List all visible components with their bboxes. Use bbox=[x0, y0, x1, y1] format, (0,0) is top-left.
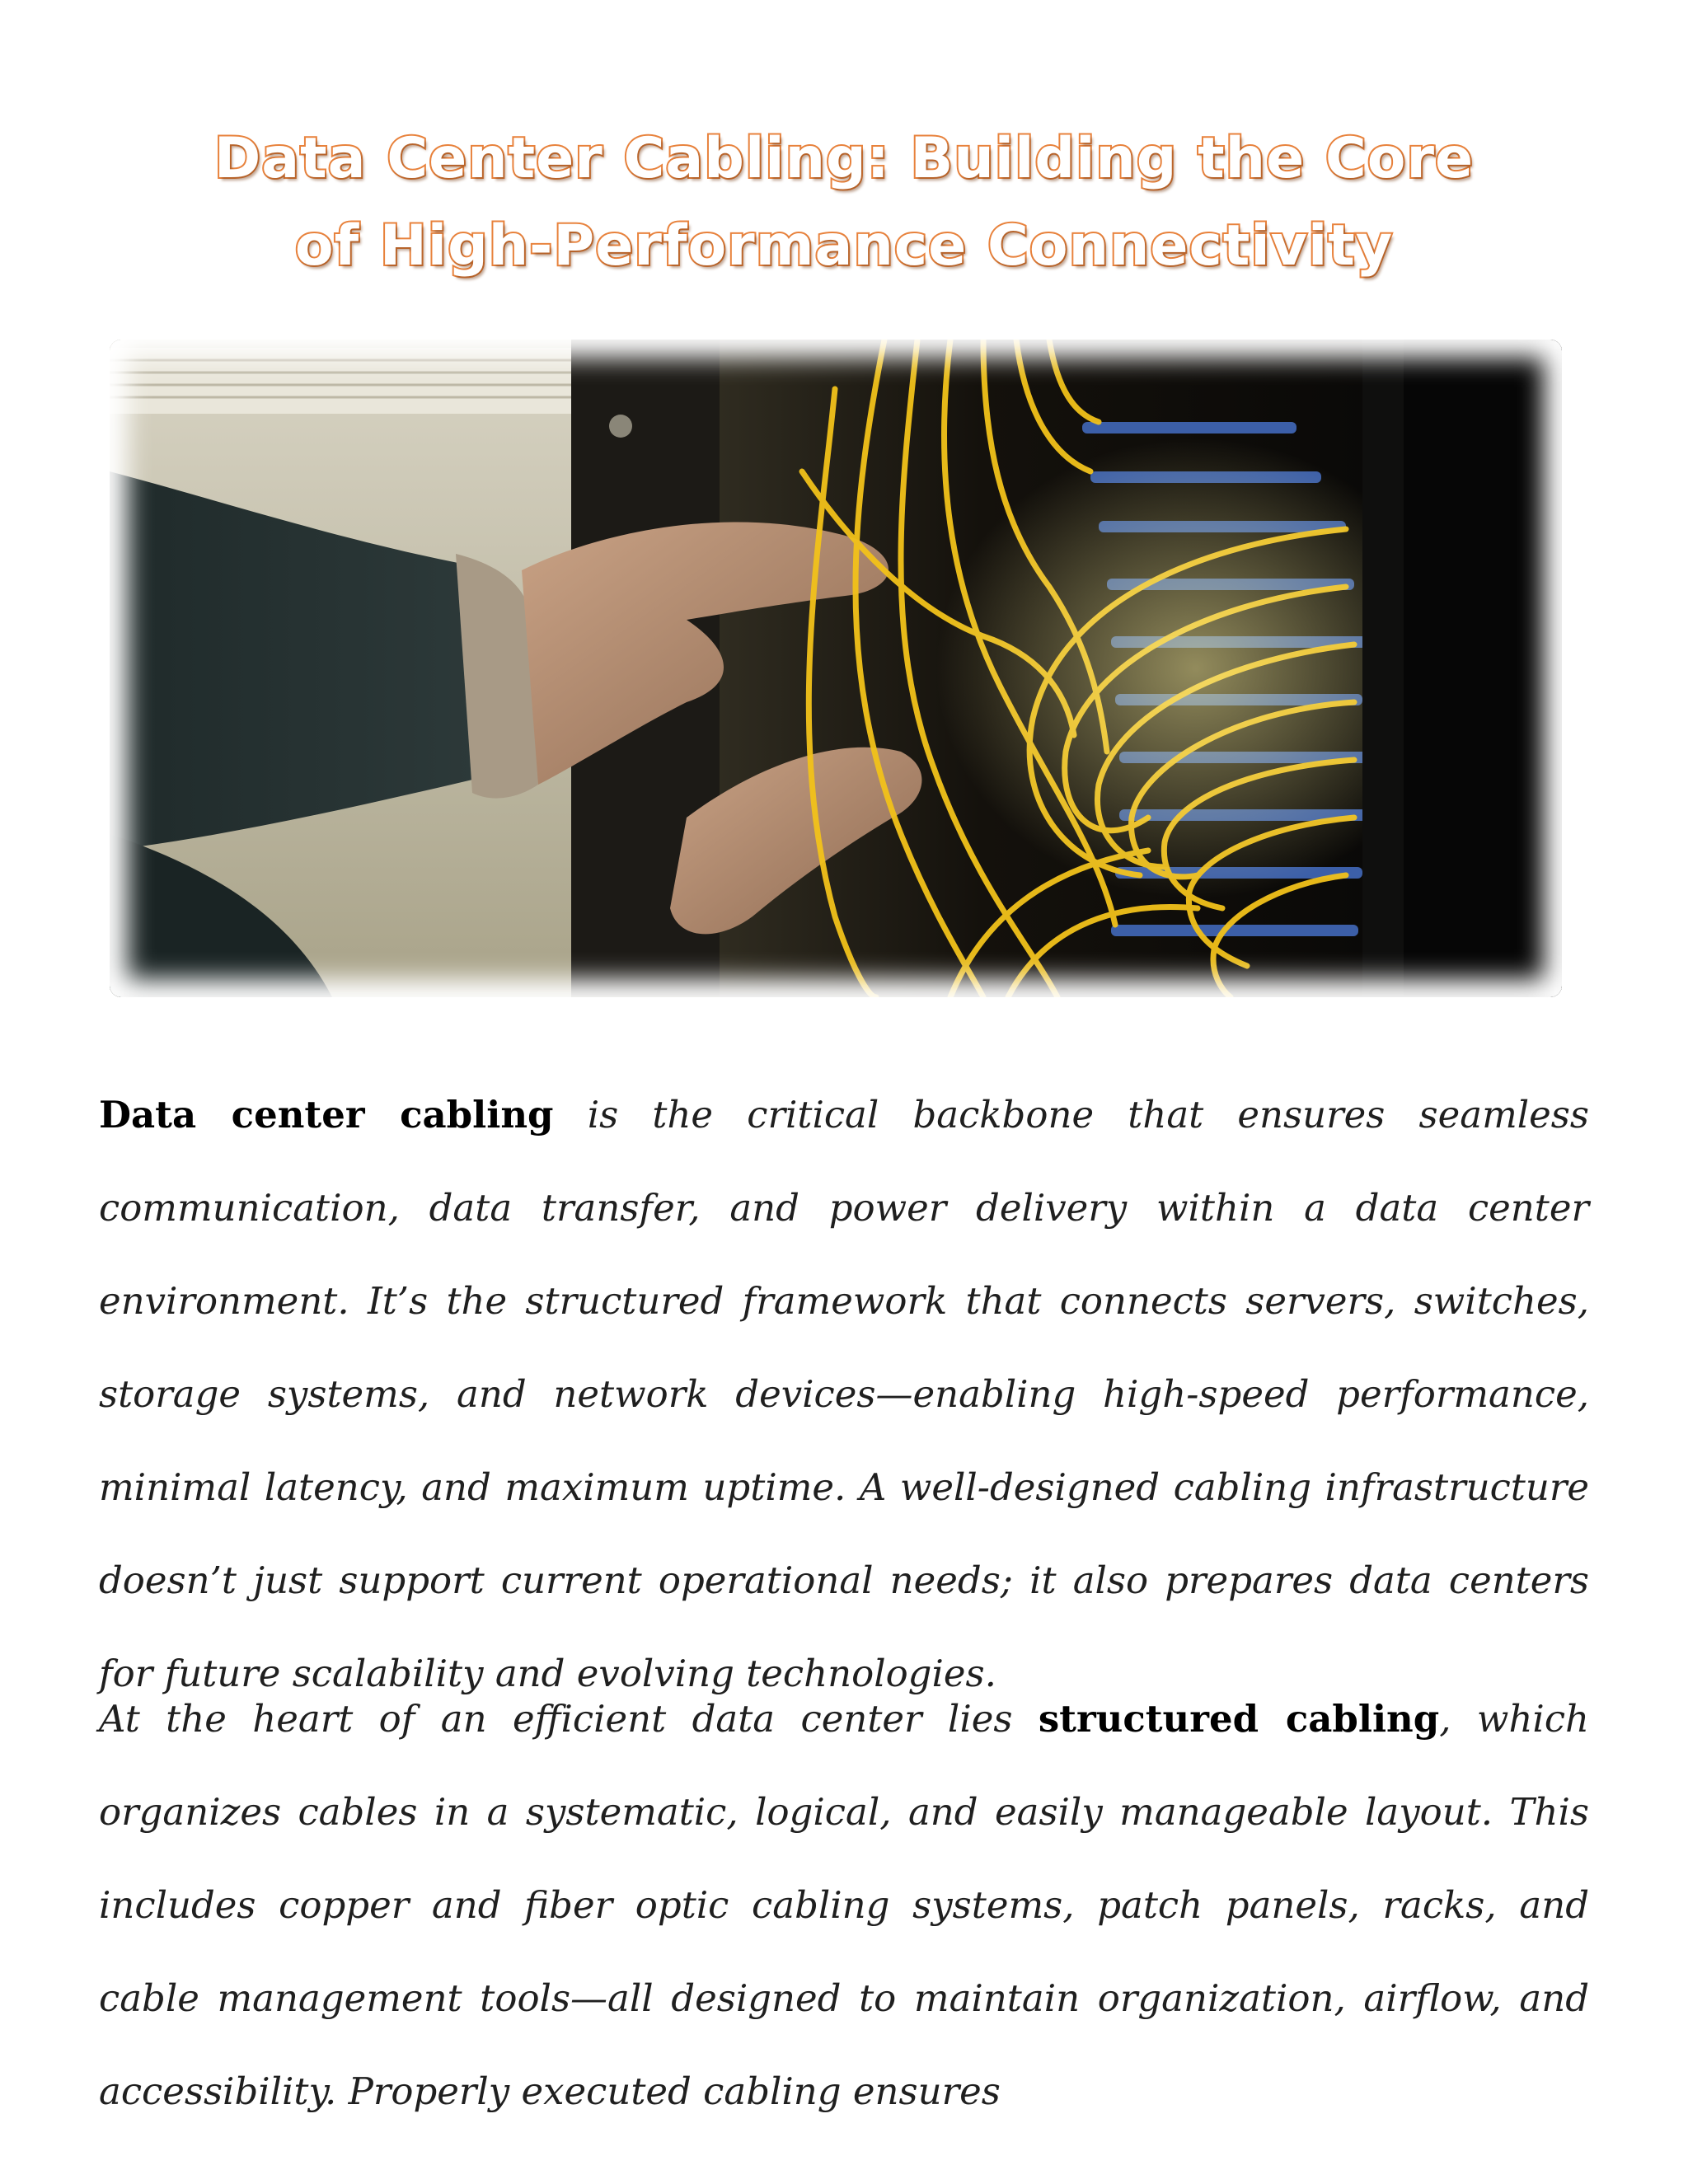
hero-image bbox=[110, 340, 1562, 997]
fiber-patch-panel-photo-icon bbox=[110, 340, 1562, 997]
paragraph-2-text: , which organizes cables in a systematic, logical, and easily manageable layout. This includes copper and fiber optic cabling systems, patch panels, racks, and cable management tools—all designed to maintain organization, airflow, and accessibility. Properly executed cabling ensures bbox=[99, 1697, 1589, 2113]
page-title-line-1: Data Center Cabling: Building the Core bbox=[213, 126, 1475, 191]
page-title bbox=[0, 115, 1688, 290]
paragraph-1-text: is the critical backbone that ensures seamless communication, data transfer, and power delivery within a data center environment. It’s the structured framework that connects servers, switches, storage systems, and network devices—enabling high-speed performance, minimal latency, and maximum uptime. A well-designed cabling infrastructure doesn’t just support current operational needs; it also prepares data centers for future scalability and evolving technologies. bbox=[99, 1093, 1589, 1695]
page-title-line-2: of High-Performance Connectivity bbox=[294, 213, 1394, 279]
paragraph-2-lead: structured cabling bbox=[1038, 1697, 1440, 1741]
paragraph-2-before: At the heart of an efficient data center lies bbox=[99, 1697, 1039, 1741]
paragraph-2 bbox=[99, 1672, 1589, 2138]
paragraph-1-lead: Data center cabling bbox=[99, 1093, 554, 1137]
paragraph-1 bbox=[99, 1068, 1589, 1720]
